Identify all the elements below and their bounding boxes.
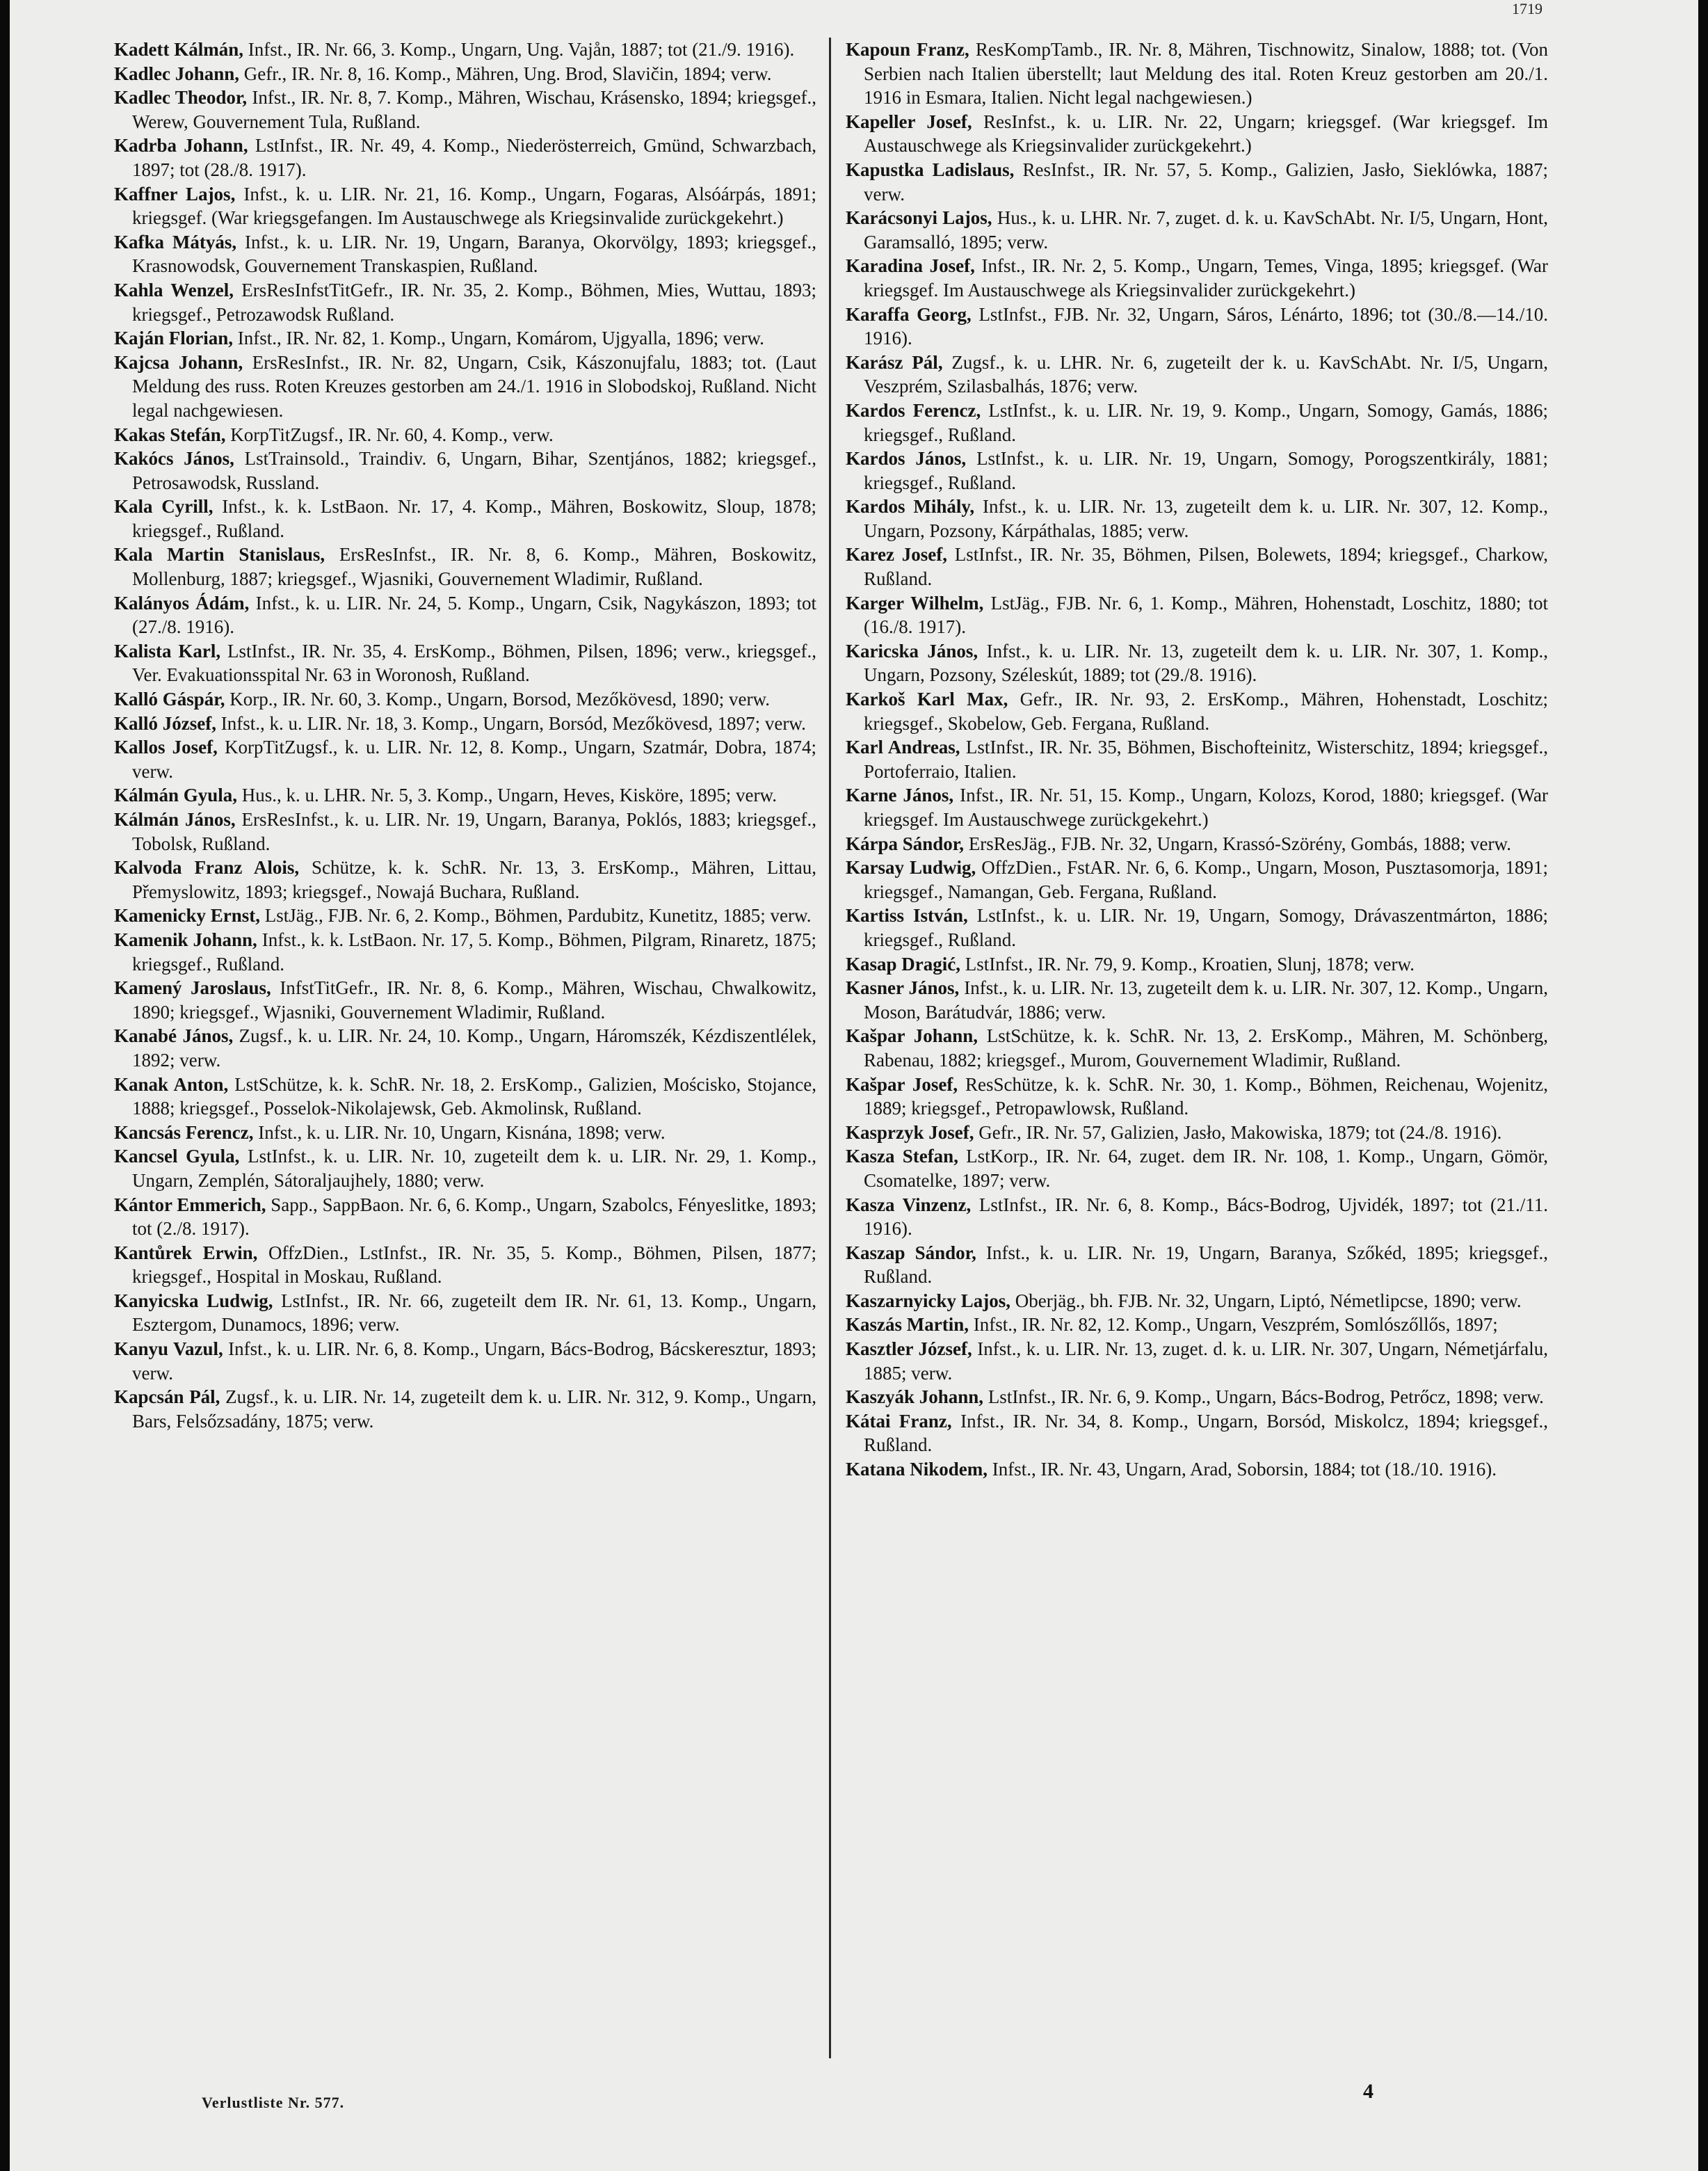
entry-name: Kálmán János, <box>114 809 236 830</box>
list-entry <box>114 928 816 976</box>
entry-name: Karaffa Georg, <box>846 303 972 325</box>
entry-details: ResKompTamb., IR. Nr. 8, Mähren, Tischnowitz, Sinalow, 1888; tot. (Von Serbien nach Italien überstellt; laut Meldung des ital. Roten Kreuz gestorben am 20./1. 1916 in Esmara, Italien. Nicht legal nachgewiesen.) <box>864 39 1549 109</box>
entry-name: Kanyu Vazul, <box>114 1338 223 1360</box>
list-entry <box>846 1073 1548 1121</box>
list-entry <box>114 423 816 447</box>
entry-name: Kasztler József, <box>846 1338 972 1360</box>
list-entry <box>114 278 816 326</box>
entry-name: Kalista Karl, <box>114 640 221 662</box>
list-entry <box>846 687 1548 735</box>
list-entry <box>114 326 816 351</box>
entry-details: Infst., IR. Nr. 43, Ungarn, Arad, Soborsin, 1884; tot (18./10. 1916). <box>992 1459 1497 1480</box>
entry-details: Infst., k. u. LIR. Nr. 13, zugeteilt dem k. u. LIR. Nr. 307, 1. Komp., Ungarn, Pozsony, Széleskút, 1889; tot (29./8. 1916). <box>864 640 1549 686</box>
entry-name: Kancsel Gyula, <box>114 1146 240 1167</box>
list-entry <box>846 1313 1548 1337</box>
list-entry <box>114 1337 816 1385</box>
entry-name: Kaszyák Johann, <box>846 1386 984 1408</box>
list-entry <box>846 254 1548 302</box>
entry-details: Hus., k. u. LHR. Nr. 5, 3. Komp., Ungarn, Heves, Kisköre, 1895; verw. <box>241 785 777 806</box>
list-entry <box>114 976 816 1024</box>
column-divider <box>829 38 831 2058</box>
entry-details: ErsResJäg., FJB. Nr. 32, Ungarn, Krassó-Szörény, Gombás, 1888; verw. <box>968 833 1511 854</box>
entry-details: Infst., IR. Nr. 2, 5. Komp., Ungarn, Temes, Vinga, 1895; kriegsgef. (War kriegsgef. Im Austauschwege als Kriegsinvalider zurückgekehrt.) <box>864 255 1548 301</box>
entry-details: LstInfst., IR. Nr. 35, 4. ErsKomp., Böhmen, Pilsen, 1896; verw., kriegsgef., Ver. Evakuationsspital Nr. 63 in Woronosh, Rußland. <box>132 640 816 686</box>
entry-details: KorpTitZugsf., IR. Nr. 60, 4. Komp., verw. <box>230 424 554 445</box>
list-entry <box>846 783 1548 831</box>
entry-name: Kardos János, <box>846 448 967 470</box>
entry-details: Gefr., IR. Nr. 8, 16. Komp., Mähren, Ung. Brod, Slavičin, 1894; verw. <box>243 63 772 84</box>
entry-details: Infst., k. u. LIR. Nr. 19, Ungarn, Baranya, Okorvölgy, 1893; kriegsgef., Krasnowodsk, Gouvernement Transkaspien, Rußland. <box>132 231 817 277</box>
list-entry <box>846 1409 1548 1457</box>
list-entry <box>114 1073 816 1121</box>
list-entry <box>846 832 1548 856</box>
entry-details: ResInfst., IR. Nr. 57, 5. Komp., Galizien, Jasło, Sieklówka, 1887; verw. <box>864 159 1549 205</box>
entry-details: ResInfst., k. u. LIR. Nr. 22, Ungarn; kriegsgef. (War kriegsgef. Im Austauschwege als Kriegsinvalider zurückgekehrt.) <box>864 111 1548 157</box>
entry-details: LstInfst., k. u. LIR. Nr. 19, Ungarn, Somogy, Drávaszentmárton, 1886; kriegsgef., Rußland. <box>864 905 1549 950</box>
entry-name: Kapeller Josef, <box>846 111 972 132</box>
header-mark: 1719 <box>1512 0 1542 17</box>
entry-details: LstInfst., IR. Nr. 35, Böhmen, Pilsen, Bolewets, 1894; kriegsgef., Charkow, Rußland. <box>864 544 1549 590</box>
entry-details: Infst., k. u. LIR. Nr. 24, 5. Komp., Ungarn, Csik, Nagykászon, 1893; tot (27./8. 1916). <box>132 592 817 638</box>
entry-details: LstInfst., IR. Nr. 6, 8. Komp., Bács-Bodrog, Ujvidék, 1897; tot (21./11. 1916). <box>864 1194 1549 1240</box>
entry-details: LstTrainsold., Traindiv. 6, Ungarn, Bihar, Szentjános, 1882; kriegsgef., Petrosawodsk, Russland. <box>132 448 816 493</box>
entry-details: LstSchütze, k. k. SchR. Nr. 18, 2. ErsKomp., Galizien, Mościsko, Stojance, 1888; kriegsgef., Posselok-Nikolajewsk, Geb. Akmolinsk, Rußland. <box>132 1073 816 1119</box>
entry-details: Infst., IR. Nr. 66, 3. Komp., Ungarn, Ung. Vajån, 1887; tot (21./9. 1916). <box>248 39 795 60</box>
list-entry <box>846 206 1548 254</box>
left-column <box>114 38 816 1433</box>
entry-name: Karicska János, <box>846 640 978 662</box>
entry-name: Kadrba Johann, <box>114 135 248 157</box>
entry-name: Kartiss István, <box>846 905 968 927</box>
list-entry <box>846 639 1548 687</box>
entry-name: Karász Pál, <box>846 351 943 373</box>
list-entry <box>846 351 1548 399</box>
entry-details: LstInfst., k. u. LIR. Nr. 19, Ungarn, Somogy, Porogszentkirály, 1881; kriegsgef., Rußland. <box>864 448 1548 493</box>
entry-name: Kakas Stefán, <box>114 424 226 445</box>
list-entry <box>846 1121 1548 1145</box>
entry-details: LstInfst., k. u. LIR. Nr. 10, zugeteilt dem k. u. LIR. Nr. 29, 1. Komp., Ungarn, Zemplén, Sátoraljaujhely, 1880; verw. <box>132 1146 817 1191</box>
entry-details: InfstTitGefr., IR. Nr. 8, 6. Komp., Mähren, Wischau, Chwalkowitz, 1890; kriegsgef., Wjasniki, Gouvernement Wladimir, Rußland. <box>132 977 816 1023</box>
list-entry <box>846 976 1548 1024</box>
entry-details: Zugsf., k. u. LIR. Nr. 24, 10. Komp., Ungarn, Háromszék, Kézdiszentlélek, 1892; verw. <box>132 1025 816 1071</box>
list-entry <box>114 808 816 856</box>
entry-details: LstKorp., IR. Nr. 64, zuget. dem IR. Nr. 108, 1. Komp., Ungarn, Gömör, Csomatelke, 1897; verw. <box>864 1146 1548 1191</box>
list-entry <box>114 1193 816 1241</box>
list-entry <box>114 351 816 423</box>
list-entry <box>114 1144 816 1192</box>
list-entry <box>846 1241 1548 1289</box>
list-entry <box>114 230 816 278</box>
entry-name: Kasap Dragić, <box>846 953 960 975</box>
list-entry <box>114 639 816 687</box>
entry-name: Kardos Ferencz, <box>846 399 981 421</box>
entry-details: Gefr., IR. Nr. 57, Galizien, Jasło, Makowiska, 1879; tot (24./8. 1916). <box>978 1121 1502 1143</box>
entry-name: Kanyicska Ludwig, <box>114 1290 273 1311</box>
list-entry <box>846 1457 1548 1482</box>
list-entry <box>114 1289 816 1337</box>
list-entry <box>114 447 816 495</box>
entry-name: Karl Andreas, <box>846 737 960 758</box>
entry-details: Infst., k. u. LIR. Nr. 19, Ungarn, Baranya, Szőkéd, 1895; kriegsgef., Rußland. <box>864 1242 1549 1288</box>
entry-details: Infst., IR. Nr. 51, 15. Komp., Ungarn, Kolozs, Korod, 1880; kriegsgef. (War kriegsgef. Im Austauschwege zurückgekehrt.) <box>864 785 1548 830</box>
entry-details: OffzDien., FstAR. Nr. 6, 6. Komp., Ungarn, Moson, Pusztasomorja, 1891; kriegsgef., Namangan, Geb. Fergana, Rußland. <box>864 857 1548 902</box>
list-entry <box>114 1241 816 1289</box>
list-entry <box>846 1024 1548 1072</box>
entry-details: OffzDien., LstInfst., IR. Nr. 35, 5. Komp., Böhmen, Pilsen, 1877; kriegsgef., Hospital in Moskau, Rußland. <box>132 1242 817 1288</box>
entry-name: Kadett Kálmán, <box>114 39 243 60</box>
entry-name: Kapustka Ladislaus, <box>846 159 1015 180</box>
entry-name: Kaszás Martin, <box>846 1314 969 1336</box>
entry-name: Kafka Mátyás, <box>114 231 237 253</box>
list-entry <box>846 543 1548 591</box>
entry-name: Kaffner Lajos, <box>114 183 236 205</box>
entry-name: Kántor Emmerich, <box>114 1194 266 1215</box>
entry-name: Kamenicky Ernst, <box>114 905 261 927</box>
entry-name: Karez Josef, <box>846 544 947 566</box>
list-entry <box>114 687 816 712</box>
list-entry <box>114 735 816 783</box>
entry-name: Kašpar Johann, <box>846 1025 978 1047</box>
entry-name: Kadlec Theodor, <box>114 87 248 109</box>
entry-details: KorpTitZugsf., k. u. LIR. Nr. 12, 8. Komp., Ungarn, Szatmár, Dobra, 1874; verw. <box>132 737 817 782</box>
list-entry <box>846 1144 1548 1192</box>
entry-name: Kálmán Gyula, <box>114 785 238 806</box>
list-entry <box>114 86 816 134</box>
entry-name: Kátai Franz, <box>846 1410 952 1432</box>
entry-details: LstInfst., IR. Nr. 66, zugeteilt dem IR. Nr. 61, 13. Komp., Ungarn, Esztergom, Dunamocs, 1896; verw. <box>132 1290 816 1336</box>
entry-details: Infst., k. u. LIR. Nr. 21, 16. Komp., Ungarn, Fogaras, Alsóárpás, 1891; kriegsgef. (War kriegsgefangen. Im Austauschwege als Kriegsinvalide zurückgekehrt.) <box>132 183 816 229</box>
entry-details: LstInfst., IR. Nr. 49, 4. Komp., Niederösterreich, Gmünd, Schwarzbach, 1897; tot (28./8. 1917). <box>132 135 816 180</box>
list-entry <box>846 904 1548 952</box>
entry-name: Kasprzyk Josef, <box>846 1121 974 1143</box>
list-entry <box>846 591 1548 639</box>
entry-details: LstInfst., k. u. LIR. Nr. 19, 9. Komp., Ungarn, Somogy, Gamás, 1886; kriegsgef., Rußland. <box>864 399 1549 445</box>
entry-details: LstInfst., IR. Nr. 79, 9. Komp., Kroatien, Slunj, 1878; verw. <box>965 953 1415 975</box>
entry-name: Karger Wilhelm, <box>846 592 984 614</box>
entry-name: Kantůrek Erwin, <box>114 1242 258 1263</box>
entry-name: Karne János, <box>846 785 954 806</box>
entry-details: LstInfst., FJB. Nr. 32, Ungarn, Sáros, Lénárto, 1896; tot (30./8.—14./10. 1916). <box>864 303 1548 349</box>
entry-name: Kapcsán Pál, <box>114 1386 220 1408</box>
entry-name: Kalló Gáspár, <box>114 689 225 710</box>
list-entry <box>114 134 816 182</box>
entry-details: Infst., k. u. LIR. Nr. 13, zuget. d. k. u. LIR. Nr. 307, Ungarn, Németjárfalu, 1885; verw. <box>864 1338 1549 1384</box>
list-entry <box>114 712 816 736</box>
entry-details: Infst., k. u. LIR. Nr. 13, zugeteilt dem k. u. LIR. Nr. 307, 12. Komp., Ungarn, Pozsony, Kárpáthalas, 1885; verw. <box>864 496 1549 541</box>
list-entry <box>114 543 816 591</box>
entry-name: Kaszap Sándor, <box>846 1242 976 1263</box>
entry-name: Kalló József, <box>114 712 216 734</box>
entry-name: Karkoš Karl Max, <box>846 689 1008 710</box>
entry-name: Kardos Mihály, <box>846 496 975 518</box>
list-entry <box>846 1337 1548 1385</box>
entry-name: Kadlec Johann, <box>114 63 240 84</box>
footer-list-number: Verlustliste Nr. 577. <box>202 2094 345 2111</box>
entry-name: Kasza Vinzenz, <box>846 1194 972 1215</box>
list-entry <box>114 904 816 928</box>
entry-details: Infst., IR. Nr. 8, 7. Komp., Mähren, Wischau, Krásensko, 1894; kriegsgef., Werew, Gouvernement Tula, Rußland. <box>132 87 816 132</box>
entry-details: Infst., k. k. LstBaon. Nr. 17, 4. Komp., Mähren, Boskowitz, Sloup, 1878; kriegsgef., Rußland. <box>132 496 816 541</box>
entry-details: Sapp., SappBaon. Nr. 6, 6. Komp., Ungarn, Szabolcs, Fényeslitke, 1893; tot (2./8. 1917). <box>132 1194 816 1240</box>
list-entry <box>114 1024 816 1072</box>
list-entry <box>846 952 1548 977</box>
entry-name: Kamenik Johann, <box>114 929 257 950</box>
list-entry <box>114 38 816 62</box>
list-entry <box>114 783 816 808</box>
entry-name: Kancsás Ferencz, <box>114 1121 254 1143</box>
entry-details: ErsResInfstTitGefr., IR. Nr. 35, 2. Komp., Böhmen, Mies, Wuttau, 1893; kriegsgef., Petrozawodsk Rußland. <box>132 279 816 325</box>
list-entry <box>846 399 1548 447</box>
entry-details: Zugsf., k. u. LHR. Nr. 6, zugeteilt der k. u. KavSchAbt. Nr. I/5, Ungarn, Veszprém, Szilasbalhás, 1876; verw. <box>864 351 1548 397</box>
entry-details: ErsResInfst., k. u. LIR. Nr. 19, Ungarn, Baranya, Poklós, 1883; kriegsgef., Tobolsk, Rußland. <box>132 809 816 854</box>
entry-name: Kallos Josef, <box>114 737 218 758</box>
entry-details: Gefr., IR. Nr. 93, 2. ErsKomp., Mähren, Hohenstadt, Loschitz; kriegsgef., Skobelow, Geb. Fergana, Rußland. <box>864 689 1548 734</box>
entry-name: Kakócs János, <box>114 448 234 470</box>
entry-details: ErsResInfst., IR. Nr. 8, 6. Komp., Mähren, Boskowitz, Mollenburg, 1887; kriegsgef., Wjasniki, Gouvernement Wladimir, Rußland. <box>132 544 817 590</box>
entry-name: Karácsonyi Lajos, <box>846 207 992 229</box>
list-entry <box>846 735 1548 783</box>
entry-name: Katana Nikodem, <box>846 1459 988 1480</box>
entry-name: Kala Cyrill, <box>114 496 214 518</box>
list-entry <box>846 1289 1548 1313</box>
entry-name: Kamený Jaroslaus, <box>114 977 271 999</box>
entry-details: Oberjäg., bh. FJB. Nr. 32, Ungarn, Liptó, Németlipcse, 1890; verw. <box>1015 1290 1522 1311</box>
entry-details: LstJäg., FJB. Nr. 6, 2. Komp., Böhmen, Pardubitz, Kunetitz, 1885; verw. <box>264 905 812 927</box>
entry-details: Hus., k. u. LHR. Nr. 7, zuget. d. k. u. KavSchAbt. Nr. I/5, Ungarn, Hont, Garamsalló, 1895; verw. <box>864 207 1548 253</box>
entry-details: Infst., IR. Nr. 82, 1. Komp., Ungarn, Komárom, Ujgyalla, 1896; verw. <box>237 328 764 349</box>
entry-name: Kahla Wenzel, <box>114 279 234 301</box>
entry-details: Korp., IR. Nr. 60, 3. Komp., Ungarn, Borsod, Mezőkövesd, 1890; verw. <box>229 689 770 710</box>
list-entry <box>846 856 1548 904</box>
list-entry <box>114 1385 816 1433</box>
entry-name: Kaszarnyicky Lajos, <box>846 1290 1011 1311</box>
entry-name: Karadina Josef, <box>846 255 975 277</box>
entry-details: Infst., k. u. LIR. Nr. 18, 3. Komp., Ungarn, Borsód, Mezőkövesd, 1897; verw. <box>220 712 806 734</box>
list-entry <box>114 62 816 86</box>
scan-border-left <box>0 0 10 2171</box>
list-entry <box>114 856 816 904</box>
entry-name: Kalányos Ádám, <box>114 592 250 614</box>
list-entry <box>846 495 1548 543</box>
page-number: 4 <box>1363 2080 1373 2103</box>
entry-name: Kala Martin Stanislaus, <box>114 544 325 566</box>
right-column <box>846 38 1548 1482</box>
entry-details: Infst., k. k. LstBaon. Nr. 17, 5. Komp., Böhmen, Pilgram, Rinaretz, 1875; kriegsgef., Rußland. <box>132 929 817 975</box>
entry-details: LstInfst., IR. Nr. 6, 9. Komp., Ungarn, Bács-Bodrog, Petrőcz, 1898; verw. <box>988 1386 1544 1408</box>
list-entry <box>846 38 1548 110</box>
list-entry <box>846 303 1548 351</box>
entry-name: Kalvoda Franz Alois, <box>114 857 300 879</box>
entry-details: LstInfst., IR. Nr. 35, Böhmen, Bischofteinitz, Wisterschitz, 1894; kriegsgef., Portoferraio, Italien. <box>864 737 1549 782</box>
list-entry <box>114 495 816 543</box>
list-entry <box>114 591 816 639</box>
entry-details: Zugsf., k. u. LIR. Nr. 14, zugeteilt dem k. u. LIR. Nr. 312, 9. Komp., Ungarn, Bars, Felsőzsadány, 1875; verw. <box>132 1386 816 1432</box>
entry-details: Infst., IR. Nr. 34, 8. Komp., Ungarn, Borsód, Miskolcz, 1894; kriegsgef., Rußland. <box>864 1410 1549 1456</box>
entry-name: Kajcsa Johann, <box>114 351 243 373</box>
entry-details: Infst., k. u. LIR. Nr. 6, 8. Komp., Ungarn, Bács-Bodrog, Bácskeresztur, 1893; verw. <box>132 1338 817 1384</box>
entry-details: LstSchütze, k. k. SchR. Nr. 13, 2. ErsKomp., Mähren, M. Schönberg, Rabenau, 1882; kriegsgef., Murom, Gouvernement Wladimir, Rußland. <box>864 1025 1548 1071</box>
list-entry <box>846 110 1548 158</box>
entry-name: Kanak Anton, <box>114 1073 229 1095</box>
list-entry <box>846 1385 1548 1409</box>
list-entry <box>846 158 1548 206</box>
entry-details: ResSchütze, k. k. SchR. Nr. 30, 1. Komp., Böhmen, Reichenau, Wojenitz, 1889; kriegsgef., Petropawlowsk, Rußland. <box>864 1073 1548 1119</box>
list-entry <box>846 447 1548 495</box>
list-entry <box>846 1193 1548 1241</box>
entry-details: LstJäg., FJB. Nr. 6, 1. Komp., Mähren, Hohenstadt, Loschitz, 1880; tot (16./8. 1917). <box>864 592 1548 638</box>
entry-name: Kárpa Sándor, <box>846 833 965 854</box>
entry-name: Kapoun Franz, <box>846 39 969 60</box>
list-entry <box>114 182 816 230</box>
entry-details: Infst., k. u. LIR. Nr. 10, Ungarn, Kisnána, 1898; verw. <box>258 1121 666 1143</box>
entry-name: Kasner János, <box>846 977 960 999</box>
scan-border-right <box>1698 0 1708 2171</box>
entry-name: Karsay Ludwig, <box>846 857 976 879</box>
entry-name: Kašpar Josef, <box>846 1073 958 1095</box>
entry-details: Infst., k. u. LIR. Nr. 13, zugeteilt dem k. u. LIR. Nr. 307, 12. Komp., Ungarn, Moson, Barátudvár, 1886; verw. <box>864 977 1549 1023</box>
entry-name: Kaján Florian, <box>114 328 234 349</box>
entry-details: Infst., IR. Nr. 82, 12. Komp., Ungarn, Veszprém, Somlószőllős, 1897; <box>973 1314 1498 1336</box>
entry-name: Kanabé János, <box>114 1025 234 1047</box>
entry-name: Kasza Stefan, <box>846 1146 958 1167</box>
list-entry <box>114 1121 816 1145</box>
entry-details: ErsResInfst., IR. Nr. 82, Ungarn, Csik, Kászonujfalu, 1883; tot. (Laut Meldung des russ. Roten Kreuzes gestorben am 24./1. 1916 in Slobodskoj, Rußland. Nicht legal nachgewiesen. <box>132 351 816 421</box>
entry-details: Schütze, k. k. SchR. Nr. 13, 3. ErsKomp., Mähren, Littau, Přemyslowitz, 1893; kriegsgef., Nowajá Buchara, Rußland. <box>132 857 816 902</box>
